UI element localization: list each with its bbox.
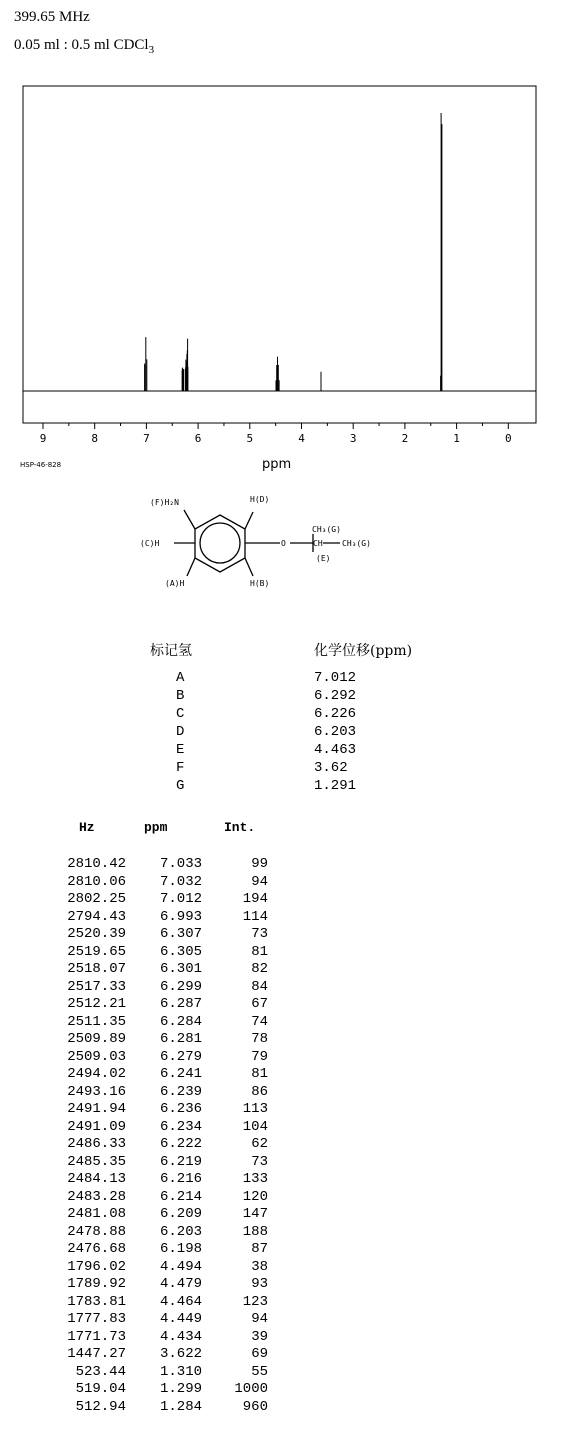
peak-ppm: 6.198 (159, 1241, 202, 1257)
peak-int: 147 (242, 1206, 268, 1222)
peak-ppm: 3.622 (159, 1346, 202, 1362)
shift-row-label: G (176, 778, 185, 794)
peak-hz: 2476.68 (67, 1241, 126, 1257)
peak-int: 55 (251, 1363, 268, 1380)
peak-hz: 2491.09 (67, 1118, 126, 1135)
label-hd: H(D) (250, 495, 270, 504)
label-hb: H(B) (250, 579, 270, 588)
peak-int: 67 (251, 996, 268, 1012)
peak-table-header-int: Int. (224, 820, 256, 835)
shift-row-label: C (176, 706, 185, 722)
peak-hz: 2486.33 (67, 1136, 126, 1152)
peak-int: 81 (251, 1066, 268, 1082)
x-tick-label: 4 (298, 432, 305, 445)
x-axis (40, 423, 512, 445)
label-ch3-top: CH₃(G) (312, 525, 341, 534)
peaks (145, 113, 442, 391)
x-tick-label: 2 (401, 432, 409, 445)
peak-hz: 523.44 (75, 1363, 126, 1380)
shift-row-value: 1.291 (314, 778, 357, 794)
peak-ppm: 6.305 (159, 943, 202, 960)
x-axis-label: ppm (262, 457, 292, 472)
peak-ppm: 6.222 (159, 1136, 202, 1152)
peak-ppm: 6.234 (159, 1118, 202, 1135)
peak-ppm: 6.203 (159, 1223, 202, 1240)
peak-hz: 2481.08 (67, 1206, 126, 1222)
peak-hz: 2810.06 (67, 873, 126, 890)
nmr-spectrum (0, 0, 570, 460)
peak-hz: 2509.89 (67, 1031, 126, 1047)
peak-ppm: 4.464 (159, 1293, 202, 1310)
peak-hz: 2484.13 (67, 1171, 126, 1187)
peak-hz: 512.94 (75, 1398, 126, 1415)
x-tick-label: 9 (39, 432, 47, 445)
peak-int: 69 (251, 1346, 268, 1362)
peak-ppm: 6.284 (159, 1013, 202, 1030)
x-tick-label: 8 (91, 432, 99, 445)
shift-row-value: 6.203 (314, 724, 357, 740)
peak-ppm: 6.216 (159, 1171, 202, 1187)
shift-row-value: 6.292 (314, 688, 357, 704)
peak-int: 93 (251, 1276, 268, 1292)
peak-ppm: 7.032 (159, 873, 202, 890)
peak-int: 86 (251, 1083, 268, 1100)
peak-ppm: 4.494 (159, 1258, 202, 1275)
peak-int: 81 (251, 943, 268, 960)
spectrum-code: HSP-46-828 (20, 461, 62, 469)
shift-row-value: 3.62 (314, 760, 348, 776)
peak-table-header-ppm: ppm (144, 820, 168, 835)
peak-int: 114 (242, 908, 268, 925)
peak-int: 73 (251, 926, 268, 942)
peak-int: 1000 (234, 1381, 268, 1397)
peak-int: 960 (242, 1398, 268, 1415)
peak-int: 123 (242, 1293, 268, 1310)
x-tick-label: 1 (453, 432, 460, 445)
shift-row-value: 4.463 (314, 742, 357, 758)
peak-hz: 1777.83 (67, 1311, 126, 1327)
peak-ppm: 7.012 (159, 891, 202, 907)
peak-hz: 2491.94 (67, 1101, 126, 1117)
peak-hz: 2509.03 (67, 1048, 126, 1065)
x-tick-label: 3 (349, 432, 357, 445)
peak-int: 38 (251, 1258, 268, 1275)
peak-ppm: 6.301 (159, 961, 202, 977)
spectrometer-frequency: 399.65 MHz (14, 9, 90, 25)
shift-row-label: D (176, 724, 185, 740)
peak-hz: 1796.02 (67, 1258, 126, 1275)
peak-hz: 2519.65 (67, 943, 126, 960)
label-ha: (A)H (165, 579, 185, 588)
ring-circle (200, 523, 240, 563)
peak-int: 94 (251, 1311, 268, 1327)
bond-nh2 (184, 510, 195, 529)
peak-int: 133 (242, 1171, 268, 1187)
peak-int: 87 (251, 1241, 268, 1257)
peak-int: 79 (251, 1048, 268, 1065)
shift-table-header-shift: 化学位移(ppm) (314, 643, 413, 659)
chemical-structure (120, 490, 420, 620)
solvent-text: 0.05 ml : 0.5 ml CDCl (14, 37, 149, 53)
peak-hz: 519.04 (75, 1381, 126, 1397)
peak-ppm: 1.284 (159, 1398, 202, 1415)
peak-int: 99 (251, 856, 268, 872)
label-e: (E) (316, 554, 331, 563)
peak-hz: 1447.27 (67, 1346, 126, 1362)
x-tick-label: 6 (194, 432, 202, 445)
x-tick-label: 5 (246, 432, 254, 445)
shift-row-label: A (176, 670, 185, 686)
peak-hz: 2518.07 (67, 961, 126, 977)
peak-ppm: 6.299 (159, 978, 202, 995)
peak-ppm: 6.279 (159, 1048, 202, 1065)
peak-ppm: 6.209 (159, 1206, 202, 1222)
shift-row-label: F (176, 760, 185, 776)
peak-hz: 1789.92 (67, 1276, 126, 1292)
peak-hz: 2802.25 (67, 891, 126, 907)
bond-hb (245, 558, 253, 576)
peak-ppm: 1.310 (159, 1363, 202, 1380)
peak-ppm: 6.214 (159, 1188, 202, 1205)
peak-hz: 2478.88 (67, 1223, 126, 1240)
peak-table-header-hz: Hz (79, 820, 95, 835)
peak-ppm: 6.307 (159, 926, 202, 942)
peak-int: 194 (242, 891, 268, 907)
peak-ppm: 6.287 (159, 996, 202, 1012)
x-tick-label: 7 (143, 432, 150, 445)
peak-int: 84 (251, 978, 268, 995)
peak-int: 82 (251, 961, 268, 977)
peak-hz: 1771.73 (67, 1328, 126, 1345)
peak-ppm: 6.219 (159, 1153, 202, 1170)
shift-row-value: 6.226 (314, 706, 357, 722)
peak-int: 104 (242, 1118, 268, 1135)
shift-table-header-label: 标记氢 (150, 643, 192, 659)
peak-ppm: 1.299 (159, 1381, 202, 1397)
bond-hd (245, 512, 253, 529)
peak-hz: 2810.42 (67, 856, 126, 872)
peak-int: 62 (251, 1136, 268, 1152)
plot-frame (23, 86, 536, 423)
peak-ppm: 4.479 (159, 1276, 202, 1292)
solvent-subscript: 3 (148, 44, 155, 56)
label-o: O (281, 539, 286, 548)
label-ch: CH (313, 539, 323, 548)
peak-hz: 2512.21 (67, 996, 126, 1012)
shift-row-label: E (176, 742, 185, 758)
peak-ppm: 6.239 (159, 1083, 202, 1100)
peak-ppm: 6.281 (159, 1031, 202, 1047)
peak-ppm: 4.449 (159, 1311, 202, 1327)
label-f-nh2: (F)H₂N (150, 498, 179, 507)
peak-ppm: 6.236 (159, 1101, 202, 1117)
peak-hz: 2485.35 (67, 1153, 126, 1170)
shift-row-label: B (176, 688, 185, 704)
label-ch3-right: CH₃(G) (342, 539, 371, 548)
peak-hz: 2794.43 (67, 908, 126, 925)
peak-hz: 2494.02 (67, 1066, 126, 1082)
peak-int: 78 (251, 1031, 268, 1047)
peak-ppm: 7.033 (159, 856, 202, 872)
x-tick-label: 0 (504, 432, 512, 445)
peak-ppm: 4.434 (159, 1328, 202, 1345)
peak-hz: 2520.39 (67, 926, 126, 942)
peak-int: 39 (251, 1328, 268, 1345)
label-hc: (C)H (140, 539, 160, 548)
peak-int: 73 (251, 1153, 268, 1170)
peak-hz: 2517.33 (67, 978, 126, 995)
peak-ppm: 6.993 (159, 908, 202, 925)
peak-hz: 1783.81 (67, 1293, 126, 1310)
shift-row-value: 7.012 (314, 670, 357, 686)
peak-hz: 2493.16 (67, 1083, 126, 1100)
peak-int: 94 (251, 873, 268, 890)
peak-ppm: 6.241 (159, 1066, 202, 1082)
peak-hz: 2483.28 (67, 1188, 126, 1205)
peak-int: 120 (242, 1188, 268, 1205)
bond-ha (187, 558, 195, 576)
peak-int: 188 (242, 1223, 268, 1240)
peak-hz: 2511.35 (67, 1013, 126, 1030)
peak-int: 74 (251, 1013, 268, 1030)
peak-int: 113 (242, 1101, 268, 1117)
